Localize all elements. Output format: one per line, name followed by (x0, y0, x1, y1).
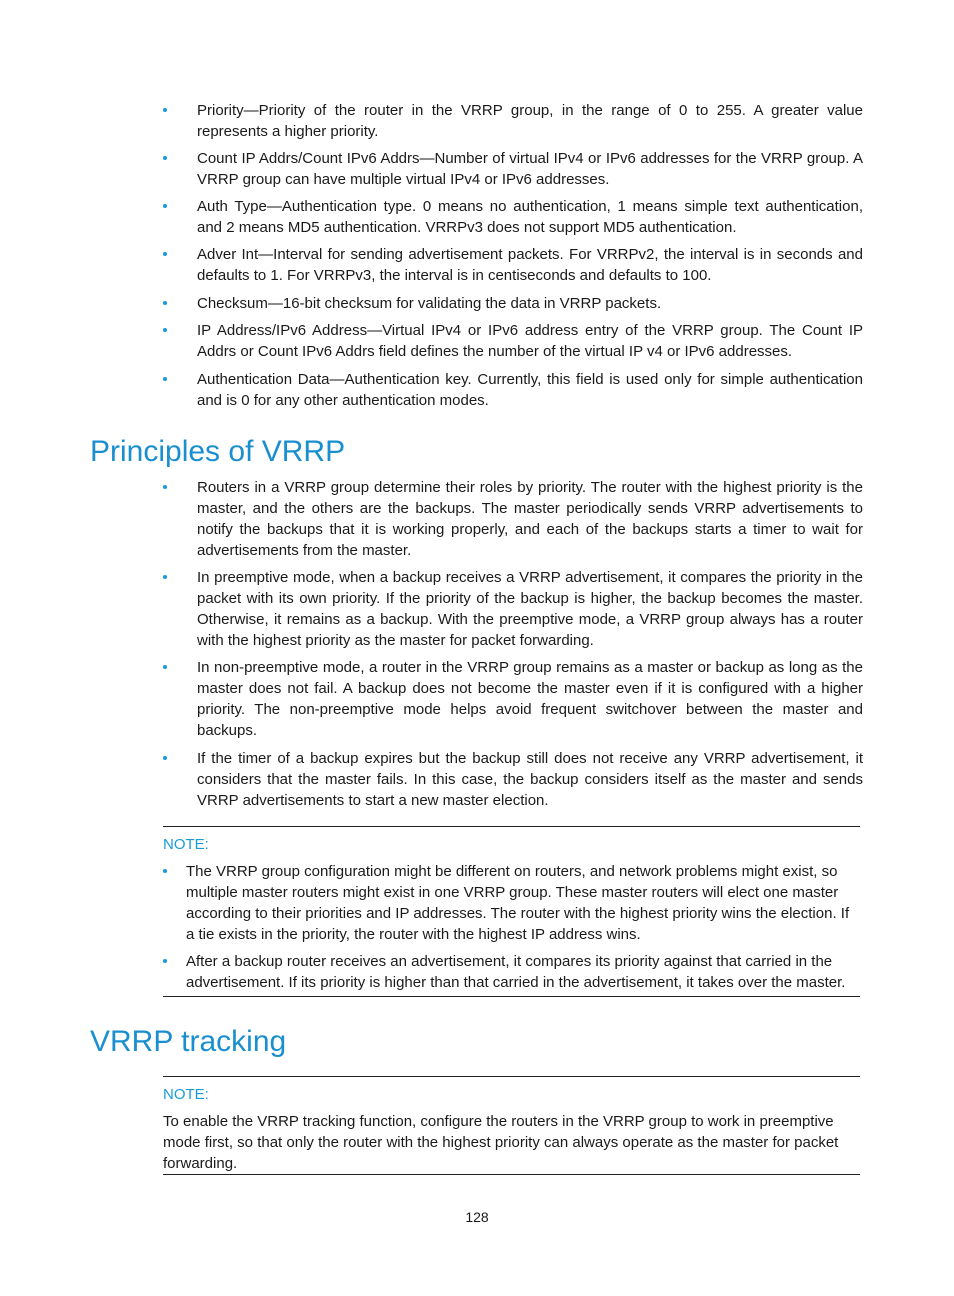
list-item-text: Authentication Data—Authentication key. Currently, this field is used only for simple authentication and is 0 for any other authentication modes. (197, 371, 863, 409)
section-heading-tracking: VRRP tracking (90, 1025, 287, 1058)
note-list (163, 861, 860, 993)
list-item (0, 320, 954, 362)
list-item-text: If the timer of a backup expires but the backup still does not receive any VRRP advertisement, it considers that the master fails. In this case, the backup considers itself as the master and sends VRRP advertisements to start a new master election. (197, 750, 863, 809)
list-item-text: Checksum—16-bit checksum for validating the data in VRRP packets. (197, 295, 662, 312)
list-item-text: Routers in a VRRP group determine their roles by priority. The router with the highest priority is the master, and the others are the backups. The master periodically sends VRRP advertisements to notify the backups that it is working properly, and each of the backups starts a timer to wait for advertisements from the master. (197, 479, 863, 559)
bullet-icon (163, 252, 167, 256)
bullet-icon (163, 485, 167, 489)
list-item-text: In preemptive mode, when a backup receives a VRRP advertisement, it compares the priority in the packet with its own priority. If the priority of the backup is higher, the backup becomes the master. Otherwise, it remains as a backup. With the preemptive mode, a VRRP group always has a router with the highest priority as the master for packet forwarding. (197, 569, 863, 649)
bullet-icon (163, 328, 167, 332)
list-item (0, 748, 954, 811)
bullet-icon (163, 108, 167, 112)
note-label: NOTE: (163, 1086, 209, 1103)
bullet-icon (163, 204, 167, 208)
list-item (0, 148, 954, 190)
note-list-item (163, 951, 860, 993)
bullet-icon (163, 959, 167, 963)
list-item-text: In non-preemptive mode, a router in the VRRP group remains as a master or backup as long as the master does not fail. A backup does not become the master even if it is configured with a higher priority. The non-preemptive mode helps avoid frequent switchover between the master and backups. (197, 659, 863, 739)
note-item-text: After a backup router receives an advertisement, it compares its priority against that carried in the advertisement. If its priority is higher than that carried in the advertisement, it takes over the master. (186, 953, 846, 991)
bullet-icon (163, 756, 167, 760)
principles-list (0, 477, 954, 811)
note-box (163, 826, 860, 997)
section-heading-principles: Principles of VRRP (90, 435, 346, 468)
list-item (0, 196, 954, 238)
note-item-text: The VRRP group configuration might be different on routers, and network problems might exist, so multiple master routers might exist in one VRRP group. These master routers will elect one master according to their priorities and IP addresses. The router with the highest priority wins the election. If a tie exists in the priority, the router with the highest IP address wins. (186, 863, 850, 943)
list-item-text: Priority—Priority of the router in the VRRP group, in the range of 0 to 255. A greater value represents a higher priority. (197, 102, 863, 140)
bullet-icon (163, 869, 167, 873)
list-item (0, 244, 954, 286)
bullet-icon (163, 377, 167, 381)
list-item-text: Count IP Addrs/Count IPv6 Addrs—Number of virtual IPv4 or IPv6 addresses for the VRRP group. A VRRP group can have multiple virtual IPv4 or IPv6 addresses. (197, 150, 863, 188)
list-item-text: IP Address/IPv6 Address—Virtual IPv4 or IPv6 address entry of the VRRP group. The Count IP Addrs or Count IPv6 Addrs field defines the number of the virtual IP v4 or IPv6 addresses. (197, 322, 863, 360)
page-number: 128 (465, 1209, 489, 1225)
note-label: NOTE: (163, 836, 209, 853)
note-text: To enable the VRRP tracking function, configure the routers in the VRRP group to work in preemptive mode first, so that only the router with the highest priority can always operate as the master for packet forwarding. (163, 1113, 839, 1172)
note-list-item (163, 861, 860, 945)
list-item (0, 477, 954, 561)
list-item (0, 293, 954, 314)
bullet-icon (163, 575, 167, 579)
packet-field-list (0, 100, 954, 411)
list-item (0, 657, 954, 741)
list-item (0, 567, 954, 651)
list-item-text: Auth Type—Authentication type. 0 means no authentication, 1 means simple text authentication, and 2 means MD5 authentication. VRRPv3 does not support MD5 authentication. (197, 198, 863, 236)
list-item (0, 100, 954, 142)
list-item-text: Adver Int—Interval for sending advertisement packets. For VRRPv2, the interval is in seconds and defaults to 1. For VRRPv3, the interval is in centiseconds and defaults to 100. (197, 246, 863, 284)
bullet-icon (163, 301, 167, 305)
list-item (0, 369, 954, 411)
note-box (163, 1076, 860, 1175)
bullet-icon (163, 665, 167, 669)
bullet-icon (163, 156, 167, 160)
